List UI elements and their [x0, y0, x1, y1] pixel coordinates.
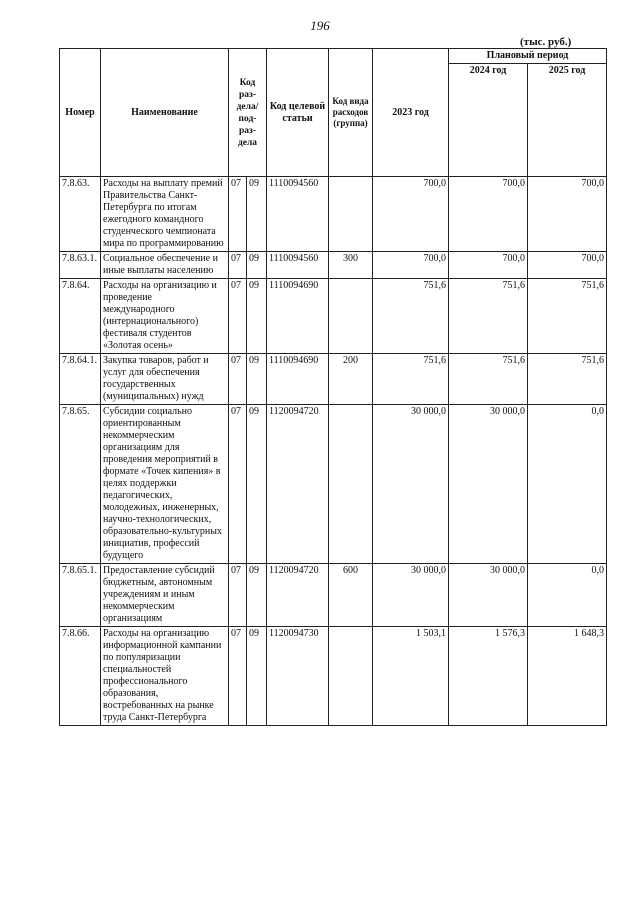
row-2024: 30 000,0 [449, 564, 528, 627]
row-2023: 30 000,0 [373, 405, 449, 564]
row-target: 1110094690 [267, 354, 329, 405]
row-section: 07 [229, 564, 247, 627]
row-2024: 1 576,3 [449, 627, 528, 726]
row-2025: 700,0 [528, 177, 607, 252]
header-number: Номер [60, 49, 101, 177]
row-target: 1120094720 [267, 564, 329, 627]
row-target: 1120094720 [267, 405, 329, 564]
row-expense-type [329, 405, 373, 564]
row-expense-type: 200 [329, 354, 373, 405]
header-2024: 2024 год [449, 64, 528, 177]
table-row [60, 354, 607, 405]
row-2024: 751,6 [449, 354, 528, 405]
row-subsection: 09 [247, 252, 267, 279]
table-row [60, 627, 607, 726]
row-name: Расходы на организацию информационной кампании по популяризации специальностей профессионального образования, востребованных на рынке труда Санкт-Петербурга [101, 627, 229, 726]
row-name: Расходы на организацию и проведение международного (интернационального) фестиваля студентов «Золотая осень» [101, 279, 229, 354]
row-2024: 700,0 [449, 252, 528, 279]
row-expense-type [329, 177, 373, 252]
row-expense-type: 300 [329, 252, 373, 279]
row-number: 7.8.66. [60, 627, 101, 726]
row-subsection: 09 [247, 564, 267, 627]
row-expense-type [329, 279, 373, 354]
row-expense-type: 600 [329, 564, 373, 627]
row-number: 7.8.64. [60, 279, 101, 354]
row-subsection: 09 [247, 627, 267, 726]
header-expense-type: Код вида расходов (группа) [329, 49, 373, 177]
header-plan-period: Плановый период [449, 49, 607, 64]
row-2023: 30 000,0 [373, 564, 449, 627]
row-number: 7.8.63.1. [60, 252, 101, 279]
row-2024: 30 000,0 [449, 405, 528, 564]
row-section: 07 [229, 177, 247, 252]
row-number: 7.8.63. [60, 177, 101, 252]
units-label: (тыс. руб.) [520, 36, 572, 48]
row-2023: 1 503,1 [373, 627, 449, 726]
header-2023: 2023 год [373, 49, 449, 177]
row-2025: 751,6 [528, 279, 607, 354]
row-2025: 1 648,3 [528, 627, 607, 726]
row-subsection: 09 [247, 177, 267, 252]
header-2025: 2025 год [528, 64, 607, 177]
row-2025: 751,6 [528, 354, 607, 405]
row-section: 07 [229, 354, 247, 405]
row-2025: 0,0 [528, 564, 607, 627]
row-name: Субсидии социально ориентированным некоммерческим организациям для проведения мероприятий в формате «Точек кипения» в целях поддержки педагогических, молодежных, инженерных, научно-технологических, образовательно-культурных инициатив, профессий будущего [101, 405, 229, 564]
header-name: Наименование [101, 49, 229, 177]
row-number: 7.8.65.1. [60, 564, 101, 627]
row-subsection: 09 [247, 405, 267, 564]
row-target: 1110094560 [267, 252, 329, 279]
row-section: 07 [229, 405, 247, 564]
row-number: 7.8.64.1. [60, 354, 101, 405]
row-name: Предоставление субсидий бюджетным, автономным учреждениям и иным некоммерческим организациям [101, 564, 229, 627]
row-target: 1120094730 [267, 627, 329, 726]
header-target: Код целевой статьи [267, 49, 329, 177]
row-2023: 751,6 [373, 279, 449, 354]
row-number: 7.8.65. [60, 405, 101, 564]
table-row [60, 177, 607, 252]
table-row [60, 252, 607, 279]
row-2024: 751,6 [449, 279, 528, 354]
table-row [60, 279, 607, 354]
row-2023: 700,0 [373, 252, 449, 279]
row-subsection: 09 [247, 279, 267, 354]
table-row [60, 405, 607, 564]
row-section: 07 [229, 627, 247, 726]
row-2023: 700,0 [373, 177, 449, 252]
row-2025: 0,0 [528, 405, 607, 564]
page-number: 196 [310, 18, 330, 33]
row-2023: 751,6 [373, 354, 449, 405]
header-section: Код раз-дела/ под-раз-дела [229, 49, 267, 177]
row-name: Расходы на выплату премий Правительства Санкт-Петербурга по итогам ежегодного командного студенческого чемпионата мира по программированию [101, 177, 229, 252]
row-section: 07 [229, 252, 247, 279]
table-row [60, 564, 607, 627]
row-name: Социальное обеспечение и иные выплаты населению [101, 252, 229, 279]
row-target: 1110094560 [267, 177, 329, 252]
row-2025: 700,0 [528, 252, 607, 279]
row-2024: 700,0 [449, 177, 528, 252]
table-body [60, 177, 607, 726]
budget-table [59, 48, 607, 726]
row-expense-type [329, 627, 373, 726]
row-subsection: 09 [247, 354, 267, 405]
row-name: Закупка товаров, работ и услуг для обеспечения государственных (муниципальных) нужд [101, 354, 229, 405]
row-section: 07 [229, 279, 247, 354]
row-target: 1110094690 [267, 279, 329, 354]
